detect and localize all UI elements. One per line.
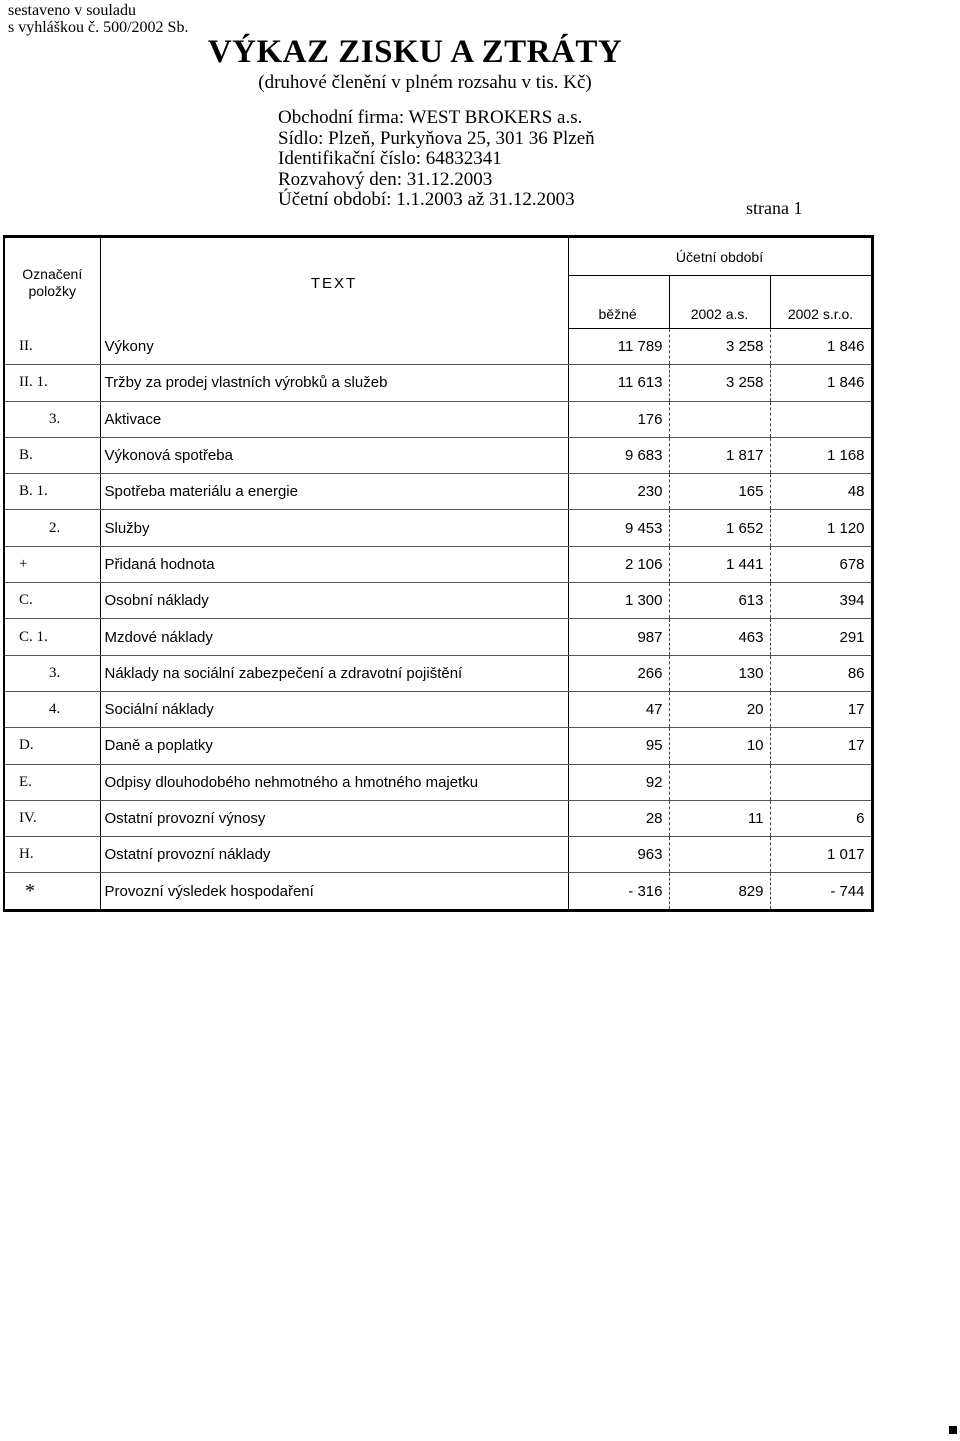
row-value-current: 9 683 (568, 437, 669, 473)
row-code: 4. (4, 691, 100, 727)
table-row (4, 655, 872, 691)
company-name: Obchodní firma: WEST BROKERS a.s. (278, 107, 583, 128)
row-value-2002-sro: 291 (770, 619, 872, 655)
row-value-2002-as: 3 258 (669, 329, 770, 365)
header-2002-as: 2002 a.s. (669, 276, 770, 329)
company-id: Identifikační číslo: 64832341 (278, 148, 502, 169)
row-text: Služby (100, 510, 568, 546)
table-row (4, 619, 872, 655)
legal-note (8, 2, 188, 36)
row-value-2002-as: 829 (669, 873, 770, 910)
row-code: II. (4, 329, 100, 365)
row-value-current: 1 300 (568, 583, 669, 619)
row-value-current: 230 (568, 474, 669, 510)
table-row (4, 583, 872, 619)
table-row (4, 401, 872, 437)
table-row (4, 800, 872, 836)
table-row (4, 837, 872, 873)
row-value-current: 92 (568, 764, 669, 800)
row-code: B. 1. (4, 474, 100, 510)
row-code: 3. (4, 655, 100, 691)
row-text: Odpisy dlouhodobého nehmotného a hmotného majetku (100, 764, 568, 800)
row-value-2002-sro: 678 (770, 546, 872, 582)
row-text: Provozní výsledek hospodaření (100, 873, 568, 910)
row-code: II. 1. (4, 365, 100, 401)
row-value-2002-as: 130 (669, 655, 770, 691)
row-value-current: 963 (568, 837, 669, 873)
table-body (4, 329, 872, 911)
row-code: + (4, 546, 100, 582)
row-text: Výkony (100, 329, 568, 365)
row-value-current: 9 453 (568, 510, 669, 546)
row-text: Daně a poplatky (100, 728, 568, 764)
row-value-current: 266 (568, 655, 669, 691)
row-code: E. (4, 764, 100, 800)
row-value-2002-as: 3 258 (669, 365, 770, 401)
row-text: Ostatní provozní výnosy (100, 800, 568, 836)
row-code: D. (4, 728, 100, 764)
balance-day: Rozvahový den: 31.12.2003 (278, 168, 493, 190)
row-value-current: 95 (568, 728, 669, 764)
row-value-2002-sro: 6 (770, 800, 872, 836)
row-code: 2. (4, 510, 100, 546)
row-value-2002-sro: 1 168 (770, 437, 872, 473)
legal-note-line-2: s vyhláškou č. 500/2002 Sb. (8, 19, 189, 36)
row-value-2002-as: 1 441 (669, 546, 770, 582)
row-value-2002-as: 165 (669, 474, 770, 510)
row-text: Tržby za prodej vlastních výrobků a služeb (100, 365, 568, 401)
corner-mark (949, 1426, 957, 1434)
table-row (4, 365, 872, 401)
header-text: TEXT (100, 237, 568, 329)
row-text: Výkonová spotřeba (100, 437, 568, 473)
row-value-2002-sro: 1 017 (770, 837, 872, 873)
row-text: Ostatní provozní náklady (100, 837, 568, 873)
row-text: Přidaná hodnota (100, 546, 568, 582)
row-value-2002-sro: 48 (770, 474, 872, 510)
row-value-2002-sro: 394 (770, 583, 872, 619)
table-row (4, 474, 872, 510)
table-row (4, 546, 872, 582)
row-value-current: 176 (568, 401, 669, 437)
row-text: Spotřeba materiálu a energie (100, 474, 568, 510)
income-statement-table (3, 235, 874, 912)
row-value-2002-sro (770, 764, 872, 800)
row-value-current: 11 789 (568, 329, 669, 365)
row-code: * (25, 879, 35, 902)
row-text: Osobní náklady (100, 583, 568, 619)
table-row (4, 329, 872, 365)
row-value-2002-sro: - 744 (770, 873, 872, 910)
row-value-2002-sro: 17 (770, 691, 872, 727)
table-row (4, 437, 872, 473)
header-current: běžné (568, 276, 669, 329)
company-seat: Sídlo: Plzeň, Purkyňova 25, 301 36 Plzeň (278, 127, 595, 149)
header-2002-sro: 2002 s.r.o. (770, 276, 872, 329)
row-value-2002-as: 11 (669, 800, 770, 836)
row-value-2002-as: 10 (669, 728, 770, 764)
row-value-2002-sro (770, 401, 872, 437)
table-row (4, 873, 872, 910)
table-row (4, 510, 872, 546)
row-value-current: 11 613 (568, 365, 669, 401)
row-value-current: 28 (568, 800, 669, 836)
row-code: B. (4, 437, 100, 473)
row-value-2002-as: 1 817 (669, 437, 770, 473)
row-value-2002-sro: 1 846 (770, 329, 872, 365)
page-number: strana 1 (746, 198, 803, 218)
company-info (278, 108, 595, 211)
row-value-current: 987 (568, 619, 669, 655)
row-code: C. 1. (4, 619, 100, 655)
header-item-code: Označení položky (22, 266, 83, 300)
row-code: H. (4, 837, 100, 873)
row-value-2002-sro: 1 120 (770, 510, 872, 546)
row-value-2002-as: 20 (669, 691, 770, 727)
table-row (4, 728, 872, 764)
row-text: Aktivace (100, 401, 568, 437)
row-value-2002-as: 463 (669, 619, 770, 655)
row-value-2002-sro: 1 846 (770, 365, 872, 401)
legal-note-line-1: sestaveno v souladu (8, 2, 136, 19)
row-value-2002-as (669, 401, 770, 437)
row-text: Náklady na sociální zabezpečení a zdravotní pojištění (100, 655, 568, 691)
row-value-2002-as: 1 652 (669, 510, 770, 546)
row-value-2002-as: 613 (669, 583, 770, 619)
row-value-current: 2 106 (568, 546, 669, 582)
row-value-2002-sro: 86 (770, 655, 872, 691)
report-subtitle: (druhové členění v plném rozsahu v tis. Kč) (258, 72, 592, 93)
table-row (4, 691, 872, 727)
row-value-2002-sro: 17 (770, 728, 872, 764)
report-title: VÝKAZ ZISKU A ZTRÁTY (207, 34, 623, 70)
row-text: Mzdové náklady (100, 619, 568, 655)
row-value-current: 47 (568, 691, 669, 727)
row-value-current: - 316 (568, 873, 669, 910)
row-code: IV. (4, 800, 100, 836)
row-code: 3. (4, 401, 100, 437)
row-value-2002-as (669, 764, 770, 800)
accounting-period: Účetní období: 1.1.2003 až 31.12.2003 (278, 189, 575, 210)
row-code: C. (4, 583, 100, 619)
header-period: Účetní období (568, 237, 872, 276)
table-row (4, 764, 872, 800)
row-value-2002-as (669, 837, 770, 873)
row-text: Sociální náklady (100, 691, 568, 727)
